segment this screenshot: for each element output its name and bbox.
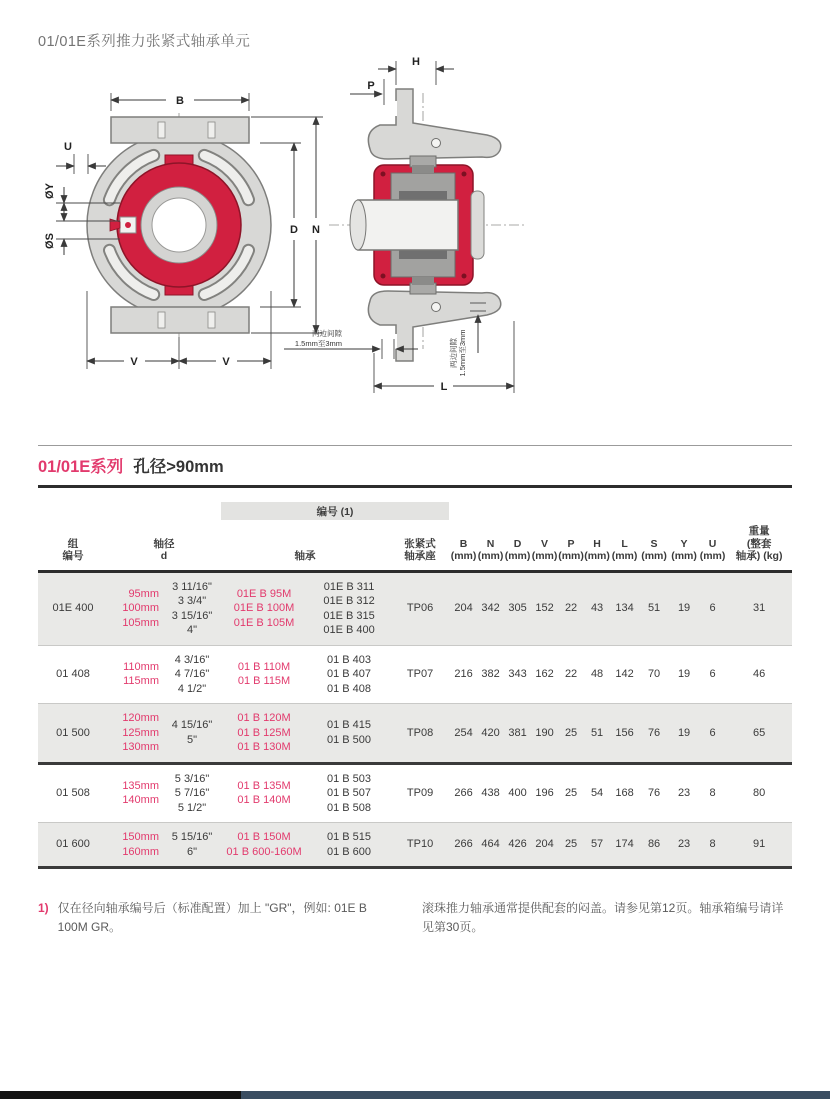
cell-dim-v: 196 <box>535 787 554 799</box>
cell-dim-h: 51 <box>590 726 604 739</box>
cell-inch-sizes: 5 15/16" 6" <box>171 831 213 858</box>
side-view-drawing <box>284 56 526 393</box>
cell-dim-d: 305 <box>508 602 527 615</box>
cell-dim-l: 142 <box>615 668 634 680</box>
cell-dim-v: 162 <box>535 668 554 680</box>
clearance-note-line1: 两边间隙 <box>312 329 342 338</box>
spec-table <box>38 488 792 869</box>
cell-dim-h: 54 <box>590 787 604 799</box>
dim-b <box>111 93 249 111</box>
col-header-d: D (mm) <box>504 521 531 571</box>
footnote-left-text: 仅在径向轴承编号后（标准配置）加上 "GR"，例如: 01E B 100M GR。 <box>57 901 367 934</box>
cell-inch-sizes: 4 15/16" 5" <box>171 719 213 746</box>
dim-label-u: U <box>64 141 72 153</box>
cell-dim-d: 426 <box>508 838 527 851</box>
cell-housing: TP07 <box>406 668 434 680</box>
section-series-label: 01/01E系列 <box>38 458 124 476</box>
cell-dim-y: 19 <box>677 668 691 680</box>
col-header-v: V (mm) <box>531 521 558 571</box>
cell-inch-sizes: 3 11/16" 3 3/4" 3 15/16" 4" <box>171 580 213 636</box>
cell-dim-l: 134 <box>615 602 634 615</box>
footer-bar-blue <box>241 1091 830 1099</box>
col-header-l: L (mm) <box>610 521 639 571</box>
dim-label-n: N <box>312 224 320 236</box>
top-bracket <box>368 89 500 159</box>
dim-label-d: D <box>290 224 298 236</box>
numbering-band <box>220 488 450 521</box>
numbering-band-label: 编号 (1) <box>221 502 449 520</box>
footnote-marker: 1) <box>38 901 49 915</box>
table-row <box>38 763 792 823</box>
clearance-note-vert-line1: 两边间隙 <box>449 338 458 368</box>
col-header-h: H (mm) <box>584 521 610 571</box>
cell-dim-b: 266 <box>454 838 473 851</box>
cell-dim-l: 156 <box>615 726 634 739</box>
cell-dim-s: 70 <box>647 668 661 680</box>
table-row <box>38 645 792 704</box>
footnote-left <box>38 899 394 936</box>
cell-dim-p: 22 <box>564 602 578 615</box>
page-title: 01/01E系列推力张紧式轴承单元 <box>38 34 251 50</box>
dim-label-p: P <box>367 80 375 92</box>
cell-bearing-inch: 01 B 403 01 B 407 01 B 408 <box>327 653 372 695</box>
section-header <box>38 445 792 488</box>
cell-weight: 31 <box>752 602 766 615</box>
front-view-drawing <box>44 93 323 369</box>
dim-label-l: L <box>440 381 448 393</box>
footer-bar-black <box>0 1091 241 1099</box>
bottom-bracket-bolt-hole <box>432 303 441 312</box>
cell-housing: TP08 <box>406 726 434 739</box>
dim-label-v-left: V <box>130 356 138 368</box>
cell-housing: TP09 <box>406 787 434 799</box>
cell-housing: TP06 <box>406 602 434 615</box>
cell-bearing-inch: 01 B 415 01 B 500 <box>327 719 372 746</box>
cell-dim-y: 19 <box>677 726 691 739</box>
dim-l <box>374 321 514 393</box>
col-header-y: Y (mm) <box>669 521 699 571</box>
col-header-shaft: 轴径 d <box>108 521 220 571</box>
cell-inch-sizes: 5 3/16" 5 7/16" 5 1/2" <box>174 772 210 814</box>
col-header-housing: 张紧式 轴承座 <box>390 521 450 571</box>
cell-bearing-metric: 01 B 135M 01 B 140M <box>237 779 291 807</box>
cell-dim-n: 420 <box>481 726 500 739</box>
cell-group-number: 01 500 <box>56 726 90 739</box>
cell-dim-d: 400 <box>508 787 527 799</box>
cell-group-number: 01 508 <box>56 787 90 799</box>
cell-bearing-inch: 01E B 311 01E B 312 01E B 315 01E B 400 <box>323 580 375 636</box>
col-header-s: S (mm) <box>639 521 669 571</box>
cell-dim-s: 86 <box>647 838 661 851</box>
cell-metric-sizes: 110mm 115mm <box>123 660 159 688</box>
table-row <box>38 571 792 645</box>
cell-dim-v: 204 <box>535 838 554 851</box>
cell-dim-n: 382 <box>481 668 500 680</box>
cell-dim-l: 168 <box>615 787 634 799</box>
cell-dim-p: 25 <box>564 726 578 739</box>
cell-metric-sizes: 95mm 100mm 105mm <box>122 587 159 629</box>
shaft-end <box>350 200 366 250</box>
cell-dim-h: 57 <box>590 838 604 851</box>
cell-metric-sizes: 120mm 125mm 130mm <box>122 712 159 753</box>
table-row <box>38 823 792 868</box>
col-header-u: U (mm) <box>699 521 726 571</box>
cell-dim-u: 6 <box>709 668 716 680</box>
dim-p <box>350 79 384 105</box>
cell-bearing-inch: 01 B 515 01 B 600 <box>327 831 372 858</box>
cell-dim-p: 22 <box>564 668 578 680</box>
clearance-note-line2: 1.5mm至3mm <box>294 339 342 348</box>
col-header-n: N (mm) <box>477 521 504 571</box>
dim-h <box>378 56 454 85</box>
section-bore-label: 孔径>90mm <box>133 458 224 476</box>
cell-bearing-inch: 01 B 503 01 B 507 01 B 508 <box>327 772 372 814</box>
cell-dim-s: 76 <box>647 787 661 799</box>
page-footer-bar <box>0 1091 830 1099</box>
cell-dim-l: 174 <box>615 838 634 851</box>
cell-dim-v: 152 <box>535 602 554 615</box>
cell-dim-b: 216 <box>454 668 473 680</box>
cell-dim-s: 51 <box>647 602 661 615</box>
footnote-right <box>422 899 792 936</box>
cell-dim-d: 381 <box>508 726 527 739</box>
dim-u <box>56 141 106 174</box>
bottom-bracket <box>368 291 500 361</box>
drawings-area <box>38 51 792 445</box>
cell-dim-p: 25 <box>564 787 578 799</box>
cell-dim-b: 266 <box>454 787 473 799</box>
cell-inch-sizes: 4 3/16" 4 7/16" 4 1/2" <box>174 653 210 695</box>
shaft <box>358 200 458 250</box>
cell-weight: 91 <box>752 838 766 851</box>
top-bracket-bolt-hole <box>432 139 441 148</box>
dim-label-oy: ØY <box>44 183 56 199</box>
cell-dim-u: 6 <box>709 602 716 615</box>
cell-dim-n: 438 <box>481 787 500 799</box>
table-header <box>38 488 792 571</box>
cell-group-number: 01 600 <box>56 838 90 851</box>
cell-group-number: 01E 400 <box>52 602 94 615</box>
col-header-b: B (mm) <box>450 521 477 571</box>
cell-dim-d: 343 <box>508 668 527 680</box>
shaft-bore <box>152 198 206 252</box>
cell-dim-b: 254 <box>454 726 473 739</box>
cell-dim-n: 464 <box>481 838 500 851</box>
cell-dim-u: 8 <box>709 787 716 799</box>
cell-dim-n: 342 <box>481 602 500 615</box>
clearance-note-vert-line2: 1.5mm至3mm <box>458 329 467 377</box>
cell-dim-y: 23 <box>677 838 691 851</box>
end-cover <box>471 191 484 259</box>
dim-label-b: B <box>176 95 184 107</box>
cell-dim-b: 204 <box>454 602 473 615</box>
cell-dim-v: 190 <box>535 726 554 739</box>
cell-dim-p: 25 <box>564 838 578 851</box>
cell-dim-u: 6 <box>709 726 716 739</box>
table-body <box>38 571 792 868</box>
col-header-p: P (mm) <box>558 521 584 571</box>
cell-metric-sizes: 135mm 140mm <box>122 779 159 807</box>
cell-dim-h: 43 <box>590 602 604 615</box>
cell-dim-y: 19 <box>677 602 691 615</box>
cell-weight: 46 <box>752 668 766 680</box>
cell-bearing-metric: 01 B 110M 01 B 115M <box>237 660 291 688</box>
cell-dim-u: 8 <box>709 838 716 851</box>
bottom-flange <box>111 307 249 333</box>
dim-label-v-right: V <box>222 356 230 368</box>
col-header-bearing: 轴承 <box>220 521 390 571</box>
col-header-group: 组 编号 <box>38 521 108 571</box>
cell-group-number: 01 408 <box>56 668 90 680</box>
top-flange <box>111 117 249 143</box>
cell-weight: 65 <box>752 726 766 739</box>
cell-dim-s: 76 <box>647 726 661 739</box>
table-row <box>38 704 792 764</box>
cell-weight: 80 <box>752 787 766 799</box>
cell-metric-sizes: 150mm 160mm <box>122 831 159 858</box>
technical-drawings <box>44 53 584 443</box>
footnotes <box>38 899 792 936</box>
dim-label-h: H <box>412 56 420 68</box>
dim-label-os: ØS <box>44 233 56 249</box>
cell-bearing-metric: 01E B 95M 01E B 100M 01E B 105M <box>233 587 295 629</box>
cell-bearing-metric: 01 B 150M 01 B 600-160M <box>226 831 302 858</box>
cell-bearing-metric: 01 B 120M 01 B 125M 01 B 130M <box>237 712 291 753</box>
col-header-weight: 重量 (整套 轴承) (kg) <box>726 521 792 571</box>
cell-dim-y: 23 <box>677 787 691 799</box>
cell-dim-h: 48 <box>590 668 604 680</box>
footnote-right-text: 滚珠推力轴承通常提供配套的闷盖。请参见第12页。轴承箱编号请详见第30页。 <box>422 901 784 934</box>
cell-housing: TP10 <box>406 838 434 851</box>
